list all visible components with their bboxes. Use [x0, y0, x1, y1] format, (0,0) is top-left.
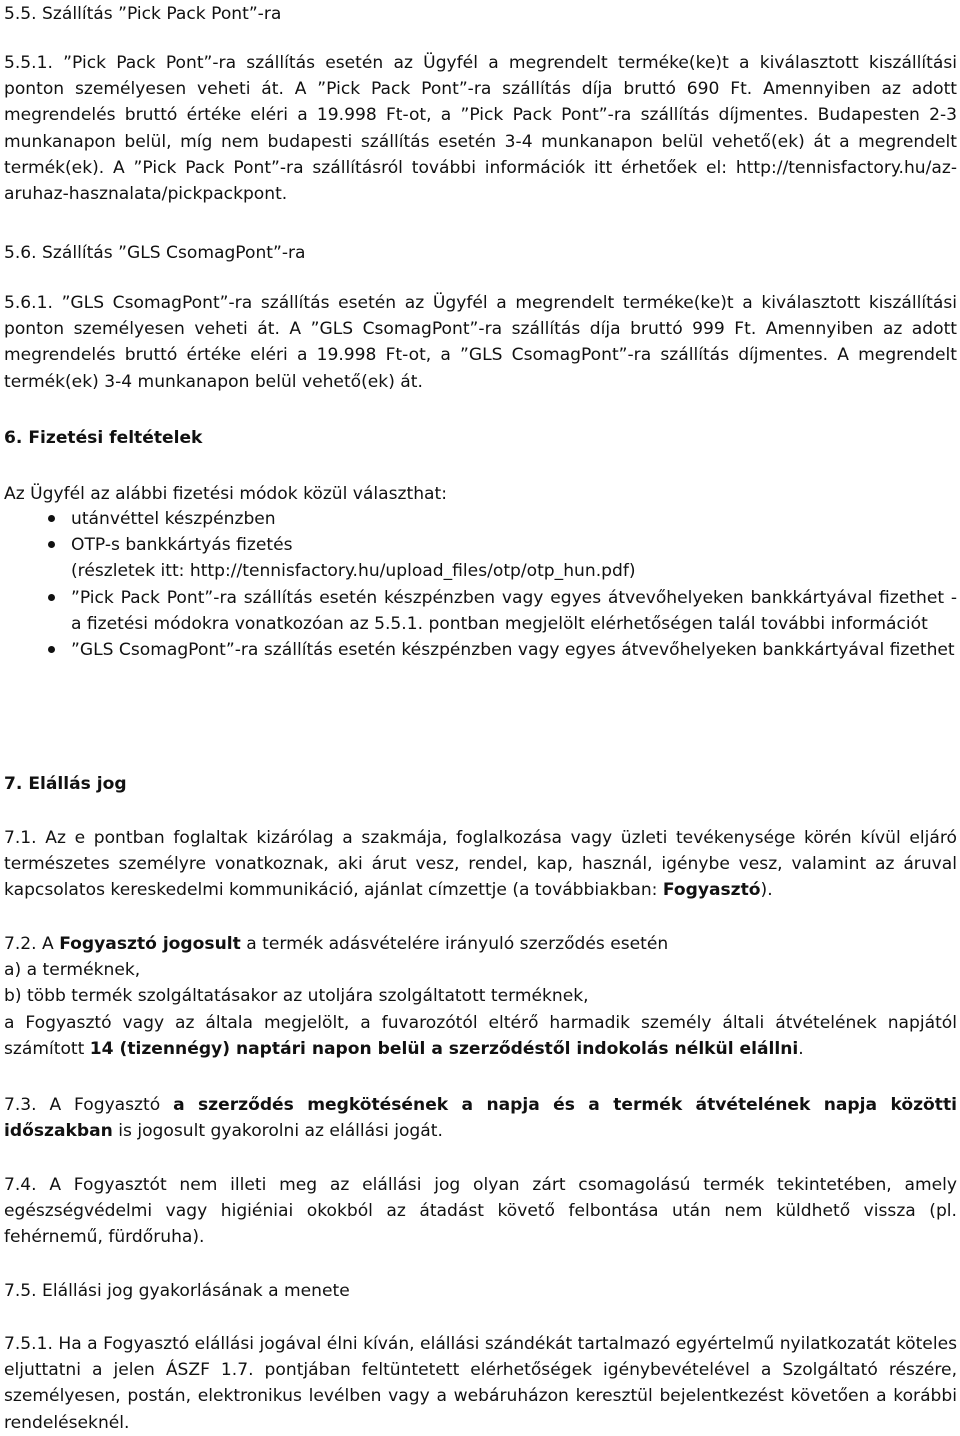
- section-7-heading: 7. Elállás jog: [4, 774, 127, 794]
- payment-methods-list: [4, 506, 957, 663]
- section-7-1-end: ).: [760, 880, 773, 901]
- section-7-1-bold-term: Fogyasztó: [662, 880, 761, 901]
- bullet-icon: [48, 515, 55, 522]
- list-item-detail-link[interactable]: (részletek itt: http://tennisfactory.hu/upload_files/otp/otp_hun.pdf): [71, 561, 636, 582]
- list-item: [4, 585, 957, 637]
- list-item-text: utánvéttel készpénzben: [71, 509, 276, 529]
- list-item-text: ”GLS CsomagPont”-ra szállítás esetén készpénzben vagy egyes átvevőhelyeken bankkártyával fizethet: [71, 640, 955, 661]
- section-7-3-lead: 7.3. A Fogyasztó: [4, 1095, 174, 1115]
- section-7-1-paragraph: [4, 825, 957, 904]
- list-item-text: OTP-s bankkártyás fizetés: [71, 535, 293, 556]
- payment-intro: Az Ügyfél az alábbi fizetési módok közül választhat:: [4, 484, 447, 504]
- section-7-3-bold-period: a szerződés megkötésének a napja és a termék átvételének napja közötti időszakban: [4, 1095, 957, 1142]
- section-7-3-paragraph: [4, 1092, 957, 1144]
- bullet-icon: [48, 594, 55, 601]
- section-7-2-paragraph: [4, 931, 957, 1062]
- section-7-1-text: 7.1. Az e pontban foglaltak kizárólag a szakmája, foglalkozása vagy üzleti tevékenysége körén kívül eljáró természetes személyre vonatkoznak, aki árut vesz, rendel, kap, használ, igénybe vesz, valamint az áruval kapcsolatos kereskedelmi kommunikáció, ajánlat címzettje (a továbbiakban:: [4, 828, 957, 901]
- section-7-2-bold-deadline: 14 (tizennégy) naptári napon belül a szerződéstől indokolás nélkül elállni: [89, 1038, 799, 1059]
- section-5-5-1-paragraph: 5.5.1. ”Pick Pack Pont”-ra szállítás esetén az Ügyfél a megrendelt terméke(ke)t a kiválasztott kiszállítási ponton személyesen veheti át. A ”Pick Pack Pont”-ra szállítás díja bruttó 690 Ft. Amennyiben az adott megrendelés bruttó értéke eléri a 19.998 Ft-ot, a ”Pick Pack Pont”-ra szállítás díjmentes. Budapesten 2-3 munkanapon belül, míg nem budapesti szállítás esetén 3-4 munkanapon belül vehető(ek) át a megrendelt termék(ek). A ”Pick Pack Pont”-ra szállításról további információk itt érhetőek el: http://tennisfactory.hu/az-aruhaz-hasznalata/pickpackpont.: [4, 53, 957, 205]
- list-item: [4, 637, 957, 663]
- section-5-6-heading: 5.6. Szállítás ”GLS CsomagPont”-ra: [4, 243, 306, 263]
- list-item-text: ”Pick Pack Pont”-ra szállítás esetén készpénzben vagy egyes átvevőhelyeken bankkártyával fizethet - a fizetési módokra vonatkozóan az 5.5.1. pontban megjelölt elérhetőségen talál további információt: [71, 587, 957, 634]
- section-7-2-lead: 7.2. A: [4, 934, 60, 954]
- section-7-3-text: is jogosult gyakorolni az elállási jogát.: [112, 1121, 443, 1142]
- section-7-5-1-paragraph: 7.5.1. Ha a Fogyasztó elállási jogával élni kíván, elállási szándékát tartalmazó egyértelmű nyilatkozatát köteles eljuttatni a jelen ÁSZF 1.7. pontjában feltüntetett elérhetőségek igénybevételével a Szolgáltató részére, személyesen, postán, elektronikus levélben vagy a webáruházon keresztül bejelentkezést követően a korábbi rendeléseknél.: [4, 1334, 957, 1433]
- bullet-icon: [48, 541, 55, 548]
- section-7-2-clause: a Fogyasztó vagy az általa megjelölt, a fuvarozótól eltérő harmadik személy általi átvételének napjától számított: [4, 1012, 957, 1059]
- section-7-4-paragraph: 7.4. A Fogyasztót nem illeti meg az elállási jog olyan zárt csomagolású termék tekintetében, amely egészségvédelmi vagy higiéniai okokból az átadást követő felbontása után nem küldhető vissza (pl. fehérnemű, fürdőruha).: [4, 1175, 957, 1248]
- section-7-2-item-a: a) a terméknek,: [4, 960, 141, 981]
- bullet-icon: [48, 646, 55, 653]
- list-item: [4, 506, 957, 532]
- section-7-2-item-b: b) több termék szolgáltatásakor az utoljára szolgáltatott terméknek,: [4, 986, 589, 1007]
- section-7-5-heading: 7.5. Elállási jog gyakorlásának a menete: [4, 1281, 350, 1301]
- section-5-6-1-paragraph: 5.6.1. ”GLS CsomagPont”-ra szállítás esetén az Ügyfél a megrendelt terméke(ke)t a kiválasztott kiszállítási ponton személyesen veheti át. A ”GLS CsomagPont”-ra szállítás díja bruttó 999 Ft. Amennyiben az adott megrendelés bruttó értéke eléri a 19.998 Ft-ot, a ”GLS CsomagPont”-ra szállítás díjmentes. A megrendelt termék(ek) 3-4 munkanapon belül vehető(ek) át.: [4, 293, 957, 392]
- section-6-heading: 6. Fizetési feltételek: [4, 428, 203, 448]
- section-7-2-bold-term: Fogyasztó jogosult: [59, 934, 241, 954]
- list-item: [4, 532, 957, 584]
- section-5-5-heading: 5.5. Szállítás ”Pick Pack Pont”-ra: [4, 4, 282, 24]
- section-7-2-end: .: [798, 1038, 804, 1059]
- section-7-2-text: a termék adásvételére irányuló szerződés esetén: [240, 934, 669, 954]
